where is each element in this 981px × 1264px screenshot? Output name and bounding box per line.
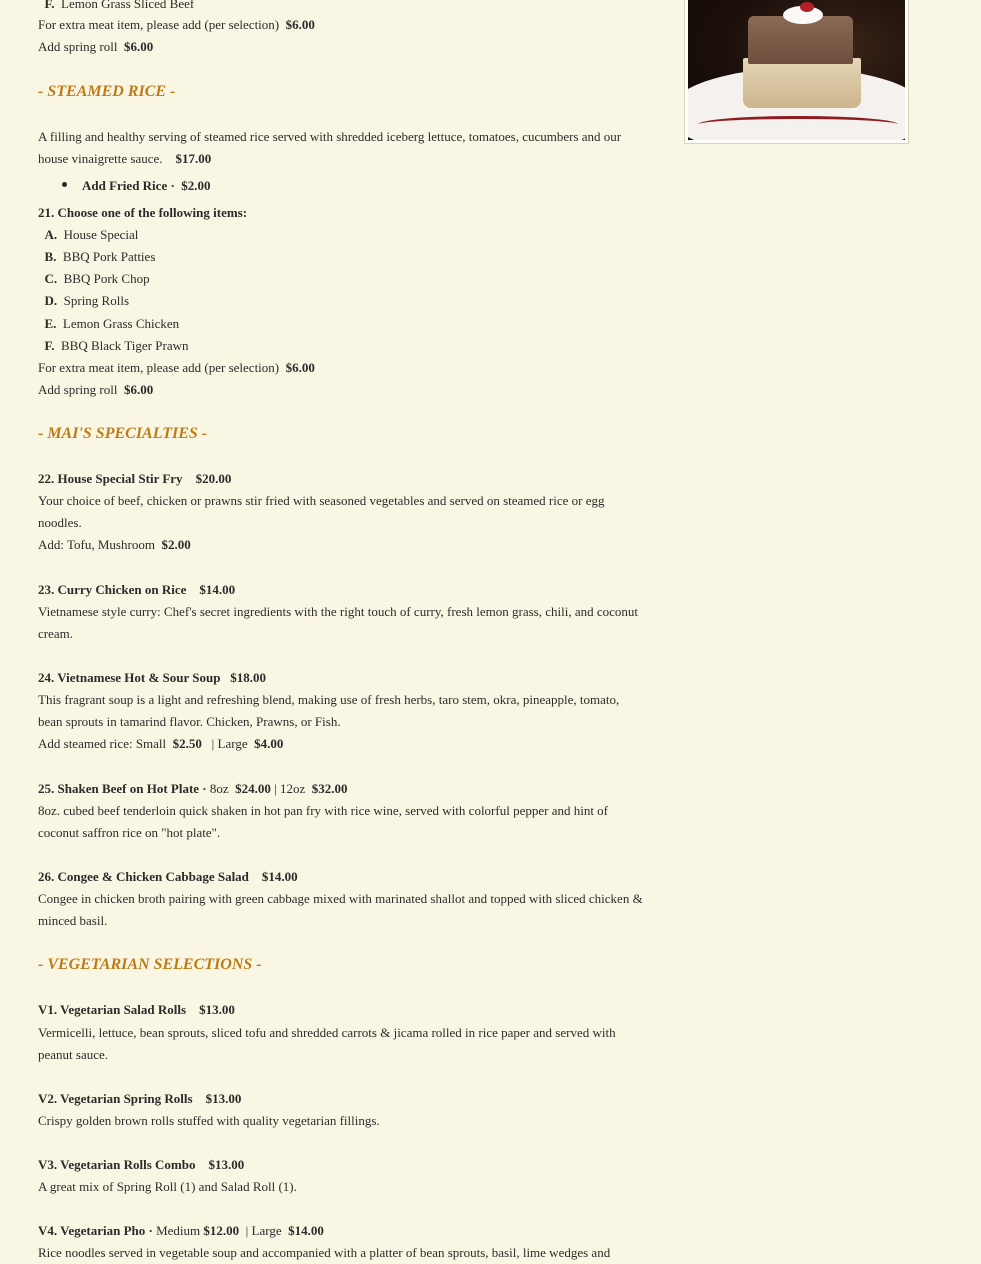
extra-meat-price: $6.00	[285, 360, 315, 375]
steamed-rice-desc-line1: A filling and healthy serving of steamed rice served with shredded iceberg lettuce, tomatoes, cucumbers and our	[38, 129, 622, 144]
large-price: $4.00	[254, 736, 284, 751]
cake-bottom-layer	[743, 58, 861, 108]
item-title: 26. Congee & Chicken Cabbage Salad	[38, 869, 249, 884]
item-price: $24.00	[235, 781, 271, 796]
item-v4-title	[38, 1220, 324, 1242]
item-price: $13.00	[199, 1002, 235, 1017]
item-title: V1. Vegetarian Salad Rolls	[38, 1002, 187, 1017]
extra-meat-line	[38, 14, 315, 36]
size-label: Medium	[156, 1223, 201, 1238]
item-title: 24. Vietnamese Hot & Sour Soup	[38, 670, 221, 685]
bullet-icon	[62, 182, 67, 187]
item-22-title	[38, 468, 231, 490]
item-23-desc-line2: cream.	[38, 626, 74, 641]
option-name: BBQ Pork Patties	[62, 249, 156, 264]
option-letter: F.	[44, 0, 55, 11]
extra-meat-label: For extra meat item, please add (per selection)	[38, 17, 280, 32]
berry-garnish	[800, 2, 814, 12]
spring-roll-line	[38, 36, 153, 58]
spring-roll-line	[38, 379, 153, 401]
option-letter: B.	[44, 249, 57, 264]
dessert-photo	[688, 0, 905, 140]
item-title: V3. Vegetarian Rolls Combo	[38, 1157, 196, 1172]
item-26-desc-line1: Congee in chicken broth pairing with green cabbage mixed with marinated shallot and topped with sliced chicken &	[38, 891, 643, 906]
size-label: 8oz	[209, 781, 229, 796]
addon-price: $2.00	[161, 537, 191, 552]
item-23-title	[38, 579, 235, 601]
item-26-desc-line2: minced basil.	[38, 913, 108, 928]
item-24-title	[38, 667, 266, 689]
addon-price: $2.00	[181, 178, 211, 193]
extra-meat-line	[38, 357, 315, 379]
steamed-rice-desc-text: house vinaigrette sauce.	[38, 151, 163, 166]
option-name: House Special	[63, 227, 139, 242]
option-name: Spring Rolls	[63, 293, 130, 308]
vegetarian-heading: - VEGETARIAN SELECTIONS -	[38, 956, 262, 973]
addon-label: Add: Tofu, Mushroom	[38, 537, 155, 552]
spring-roll-price: $6.00	[123, 39, 154, 54]
item-22-desc-line2: noodles.	[38, 515, 82, 530]
size-separator: | Large	[245, 1223, 282, 1238]
item-price: $13.00	[208, 1157, 245, 1172]
item-title: 25. Shaken Beef on Hot Plate ·	[38, 781, 207, 796]
option-c	[38, 268, 150, 290]
sauce-drizzle	[698, 116, 898, 133]
item-v1-desc-line1: Vermicelli, lettuce, bean sprouts, sliced tofu and shredded carrots & jicama rolled in rice paper and served with	[38, 1025, 616, 1040]
small-price: $2.50	[172, 736, 202, 751]
item-v1-desc-line2: peanut sauce.	[38, 1047, 109, 1062]
item-22-addon	[38, 534, 191, 556]
addon-label: Add Fried Rice ·	[82, 178, 175, 193]
option-letter: C.	[44, 271, 58, 286]
option-name: BBQ Black Tiger Prawn	[61, 338, 189, 353]
item-price: $32.00	[311, 781, 348, 796]
option-b	[38, 246, 155, 268]
item-title: V2. Vegetarian Spring Rolls	[38, 1091, 193, 1106]
option-f	[38, 335, 188, 357]
steamed-rice-heading: - STEAMED RICE -	[38, 83, 176, 100]
item-price: $18.00	[230, 670, 266, 685]
item-title: 23. Curry Chicken on Rice	[38, 582, 187, 597]
option-e	[38, 313, 179, 335]
option-letter: D.	[44, 293, 58, 308]
item-v1-title	[38, 999, 235, 1021]
item-v3-title	[38, 1154, 244, 1176]
item-v3-desc: A great mix of Spring Roll (1) and Salad Roll (1).	[38, 1179, 297, 1194]
item-title: 22. House Special Stir Fry	[38, 471, 183, 486]
item-price: $20.00	[195, 471, 232, 486]
option-letter: A.	[44, 227, 58, 242]
option-letter: F.	[44, 338, 55, 353]
item-24-addon	[38, 733, 283, 755]
option-name: Lemon Grass Sliced Beef	[61, 0, 195, 11]
item-26-title	[38, 866, 298, 888]
specialties-heading: - MAI'S SPECIALTIES -	[38, 425, 208, 442]
dessert-photo-frame	[684, 0, 909, 144]
item-v2-desc: Crispy golden brown rolls stuffed with quality vegetarian fillings.	[38, 1113, 380, 1128]
option-a	[38, 224, 138, 246]
size-label: | 12oz	[274, 781, 306, 796]
spring-roll-label: Add spring roll	[38, 382, 118, 397]
choose-items-label: 21. Choose one of the following items:	[38, 205, 248, 220]
item-25-desc-line2: coconut saffron rice on "hot plate".	[38, 825, 221, 840]
option-f-line	[38, 0, 194, 15]
item-title: V4. Vegetarian Pho ·	[38, 1223, 153, 1238]
spring-roll-price: $6.00	[123, 382, 154, 397]
spring-roll-label: Add spring roll	[38, 39, 118, 54]
item-price: $14.00	[288, 1223, 324, 1238]
item-v2-title	[38, 1088, 241, 1110]
steamed-rice-price: $17.00	[175, 151, 212, 166]
option-name: BBQ Pork Chop	[63, 271, 150, 286]
item-24-desc-line2: bean sprouts in tamarind flavor. Chicken, Prawns, or Fish.	[38, 714, 341, 729]
option-name: Lemon Grass Chicken	[62, 316, 180, 331]
item-23-desc-line1: Vietnamese style curry: Chef's secret ingredients with the right touch of curry, fresh lemon grass, chili, and coconut	[38, 604, 638, 619]
addon-label: Add steamed rice: Small	[38, 736, 167, 751]
item-25-title	[38, 778, 348, 800]
size-separator: | Large	[211, 736, 248, 751]
item-price: $14.00	[199, 582, 236, 597]
extra-meat-price: $6.00	[285, 17, 315, 32]
option-d	[38, 290, 129, 312]
option-letter: E.	[44, 316, 57, 331]
item-price: $14.00	[261, 869, 298, 884]
item-price: $12.00	[203, 1223, 240, 1238]
item-22-desc-line1: Your choice of beef, chicken or prawns stir fried with seasoned vegetables and served on steamed rice or egg	[38, 493, 605, 508]
steamed-rice-desc-line2	[38, 148, 211, 170]
extra-meat-label: For extra meat item, please add (per selection)	[38, 360, 280, 375]
item-24-desc-line1: This fragrant soup is a light and refreshing blend, making use of fresh herbs, taro stem, okra, pineapple, tomato,	[38, 692, 620, 707]
item-25-desc-line1: 8oz. cubed beef tenderloin quick shaken in hot pan fry with rice wine, served with colorful pepper and hint of	[38, 803, 609, 818]
item-price: $13.00	[205, 1091, 242, 1106]
item-v4-desc-line1: Rice noodles served in vegetable soup and accompanied with a platter of bean sprouts, basil, lime wedges and	[38, 1245, 611, 1260]
